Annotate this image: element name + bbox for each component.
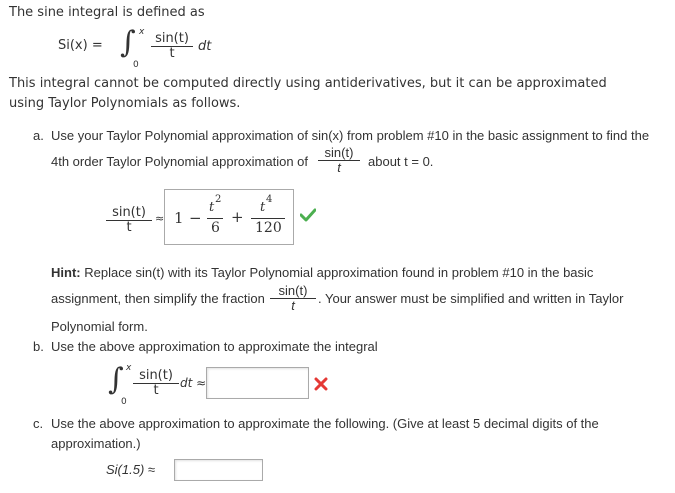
t2-numerator: t [209,200,215,215]
hint-fraction [270,284,316,313]
si-lhs: Si(x) = [58,38,103,53]
part-a-text-line2-end: about t = 0. [368,154,434,169]
intro-paragraph-line2: using Taylor Polynomials as follows. [9,96,241,111]
term-one: 1 [174,209,184,227]
term-minus: − [189,209,202,227]
part-b-numerator: sin(t) [139,368,173,383]
t4-exponent: 4 [266,194,273,205]
lhs-fraction [106,206,152,235]
lhs-numerator: sin(t) [112,205,146,220]
lhs-denominator: t [126,220,132,235]
part-b-integral-sign: ∫ [108,362,124,397]
part-a-marker: a. [33,128,44,143]
part-b-fraction [133,369,179,398]
hint-fraction-num: sin(t) [278,283,308,298]
upper-limit: x [139,27,145,37]
part-c-text-line2: approximation.) [51,436,141,451]
hint-line1 [51,265,593,280]
t2-exponent: 2 [215,194,222,205]
intro-heading: The sine integral is defined as [9,5,205,20]
part-a-text-line2: 4th order Taylor Polynomial approximation of [51,154,309,169]
part-a-answer-box[interactable] [164,189,294,245]
part-c-answer-input[interactable] [174,459,263,481]
part-a-fraction [318,146,360,175]
part-a-text-line1: Use your Taylor Polynomial approximation of sin(x) from problem #10 in the basic assignment to find the [51,128,650,143]
integrand-denominator: t [169,46,175,61]
t4-numerator: t [260,200,266,215]
integral-sign: ∫ [120,25,136,60]
integrand-fraction [151,32,193,61]
part-b-answer-input[interactable] [206,367,309,399]
term-plus: + [231,208,244,226]
t4-bar [251,218,285,219]
part-c-marker: c. [33,416,44,431]
cross-icon [314,377,328,395]
t2-bar [207,218,223,219]
dt-label: dt [198,39,212,54]
part-c-text-line1: Use the above approximation to approximate the following. (Give at least 5 decimal digits of the [51,416,599,431]
intro-paragraph-line1: This integral cannot be computed directly using antiderivatives, but it can be approximated [9,76,607,91]
part-b-denominator: t [153,383,159,398]
lower-limit: 0 [133,60,139,70]
part-c-label: Si(1.5) ≈ [106,462,156,477]
hint-line2-end: . Your answer must be simplified and written in Taylor [318,291,624,306]
integrand-numerator: sin(t) [155,31,189,46]
check-icon [300,208,316,226]
hint-text1: Replace sin(t) with its Taylor Polynomial approximation found in problem #10 in the basic [84,265,594,280]
part-b-upper-limit: x [126,363,132,373]
part-b-dt: dt ≈ [180,376,207,390]
hint-line2: assignment, then simplify the fraction [51,291,265,306]
hint-label: Hint: [51,265,81,280]
hint-fraction-den: t [291,298,295,313]
t4-denominator: 120 [255,220,282,236]
hint-line3: Polynomial form. [51,319,148,334]
approx-symbol: ≈ [155,212,165,225]
part-a-fraction-num: sin(t) [324,145,354,160]
t2-denominator: 6 [211,220,220,236]
part-b-lower-limit: 0 [121,397,127,407]
part-b-marker: b. [33,339,44,354]
part-a-fraction-den: t [337,160,341,175]
part-b-text: Use the above approximation to approximate the integral [51,339,378,354]
